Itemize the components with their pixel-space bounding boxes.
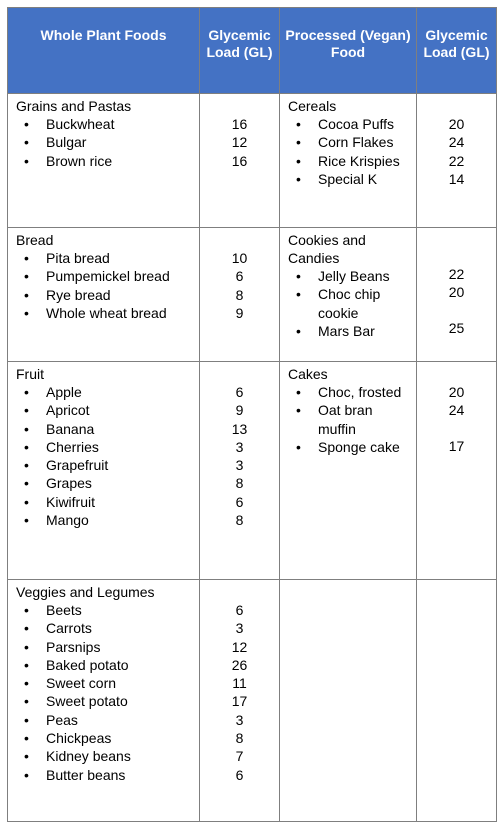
food-item: • Mars Bar: [318, 322, 408, 340]
whole-food-gl-cell: [200, 580, 280, 822]
table-row: [8, 94, 497, 228]
food-item: • Buckwheat: [46, 115, 199, 133]
processed-food-cell: [280, 94, 417, 228]
gl-value: 14: [448, 170, 465, 187]
gl-value: 6: [235, 602, 244, 618]
food-item: • Special K: [318, 170, 408, 188]
food-item: • Chickpeas: [46, 729, 199, 747]
whole-food-gl-cell: [200, 362, 280, 580]
gl-value: 8: [235, 286, 244, 303]
gl-value: 22: [448, 152, 465, 169]
food-item: • Pita bread: [46, 249, 199, 267]
food-item: • Kiwifruit: [46, 493, 199, 511]
category-label: Veggies and Legumes: [16, 584, 155, 600]
header-processed-food: Processed (Vegan) Food: [280, 8, 417, 94]
food-item: • Cocoa Puffs: [318, 115, 408, 133]
gl-value: 9: [235, 402, 244, 419]
food-item: • Rice Krispies: [318, 152, 408, 170]
gl-value: 26: [231, 656, 248, 673]
whole-food-cell: [8, 228, 200, 362]
food-item: • Apple: [46, 383, 199, 401]
food-item: • Grapefruit: [46, 456, 199, 474]
header-row: [8, 8, 497, 94]
gl-value: 20: [448, 284, 465, 301]
category-label: Grains and Pastas: [16, 98, 132, 114]
gl-value: 8: [235, 730, 244, 747]
gl-value: 12: [231, 638, 248, 655]
food-item: • Rye bread: [46, 286, 199, 304]
food-list: [8, 601, 199, 784]
gl-value: 8: [235, 475, 244, 492]
category-label: [280, 580, 416, 583]
food-item: • Sweet potato: [46, 692, 199, 710]
processed-food-gl-cell: [417, 580, 497, 822]
food-item: • Peas: [46, 711, 199, 729]
whole-food-gl-cell: [200, 94, 280, 228]
food-list: [8, 249, 199, 322]
gl-value: 12: [231, 134, 248, 151]
gl-value: 22: [448, 266, 465, 282]
category-label: Cookies and Candies: [288, 232, 366, 266]
category-label: Cakes: [288, 366, 328, 382]
food-item: • Pumpemickel bread: [46, 267, 199, 285]
food-item: • Sweet corn: [46, 674, 199, 692]
food-item: • Sponge cake: [318, 438, 408, 456]
food-item: • Beets: [46, 601, 199, 619]
food-item: • Baked potato: [46, 656, 199, 674]
food-list: [8, 383, 199, 529]
gl-value: 24: [448, 134, 465, 151]
gl-value: 20: [448, 116, 465, 132]
whole-food-gl-cell: [200, 228, 280, 362]
header-glycemic-load-1: Glycemic Load (GL): [200, 8, 280, 94]
processed-food-gl-cell: [417, 94, 497, 228]
gl-value: 6: [235, 384, 244, 400]
whole-food-cell: [8, 362, 200, 580]
food-item: • Brown rice: [46, 152, 199, 170]
table-row: [8, 228, 497, 362]
gl-value: 9: [235, 304, 244, 321]
gl-value: 3: [235, 438, 244, 455]
processed-food-cell: [280, 580, 417, 822]
gl-value: 3: [235, 711, 244, 728]
gl-value: 6: [235, 268, 244, 285]
processed-food-gl-cell: [417, 228, 497, 362]
table-row: [8, 362, 497, 580]
food-item: • Kidney beans: [46, 747, 199, 765]
whole-food-cell: [8, 94, 200, 228]
gl-value: 8: [235, 512, 244, 529]
gl-value: 3: [235, 620, 244, 637]
category-label: Cereals: [288, 98, 337, 114]
food-item: • Bulgar: [46, 133, 199, 151]
food-item: • Mango: [46, 511, 199, 529]
gl-value: 20: [448, 384, 465, 400]
food-item: • Carrots: [46, 619, 199, 637]
gl-value: 17: [231, 693, 248, 710]
food-item: • Butter beans: [46, 766, 199, 784]
glycemic-load-table: [7, 7, 497, 822]
gl-value: 6: [235, 766, 244, 783]
food-item: • Banana: [46, 420, 199, 438]
table-row: [8, 580, 497, 822]
food-item: • Jelly Beans: [318, 267, 408, 285]
processed-food-cell: [280, 228, 417, 362]
gl-value: 17: [448, 437, 465, 454]
food-list: [280, 115, 416, 188]
gl-value: 3: [235, 457, 244, 474]
food-item: • Oat bran muffin: [318, 401, 408, 438]
header-whole-plant-foods: Whole Plant Foods: [8, 8, 200, 94]
food-item: • Choc, frosted: [318, 383, 408, 401]
food-list: [280, 267, 416, 340]
gl-value: 7: [235, 748, 244, 765]
gl-value: 16: [231, 116, 248, 132]
gl-value: 16: [231, 152, 248, 169]
whole-food-cell: [8, 580, 200, 822]
food-list: [280, 383, 416, 456]
gl-value: 11: [232, 675, 247, 692]
food-item: • Apricot: [46, 401, 199, 419]
food-item: • Cherries: [46, 438, 199, 456]
processed-food-cell: [280, 362, 417, 580]
food-item: • Choc chip cookie: [318, 285, 408, 322]
food-item: • Whole wheat bread: [46, 304, 199, 322]
food-item: • Grapes: [46, 474, 199, 492]
gl-value: 25: [448, 319, 465, 336]
category-label: Fruit: [16, 366, 44, 382]
category-label: Bread: [16, 232, 54, 248]
food-item: • Corn Flakes: [318, 133, 408, 151]
gl-value: 10: [231, 250, 248, 266]
food-item: • Parsnips: [46, 638, 199, 656]
food-list: [8, 115, 199, 170]
processed-food-gl-cell: [417, 362, 497, 580]
gl-value: 24: [448, 402, 465, 419]
header-glycemic-load-2: Glycemic Load (GL): [417, 8, 497, 94]
gl-value: 6: [235, 493, 244, 510]
gl-value: 13: [231, 420, 248, 437]
